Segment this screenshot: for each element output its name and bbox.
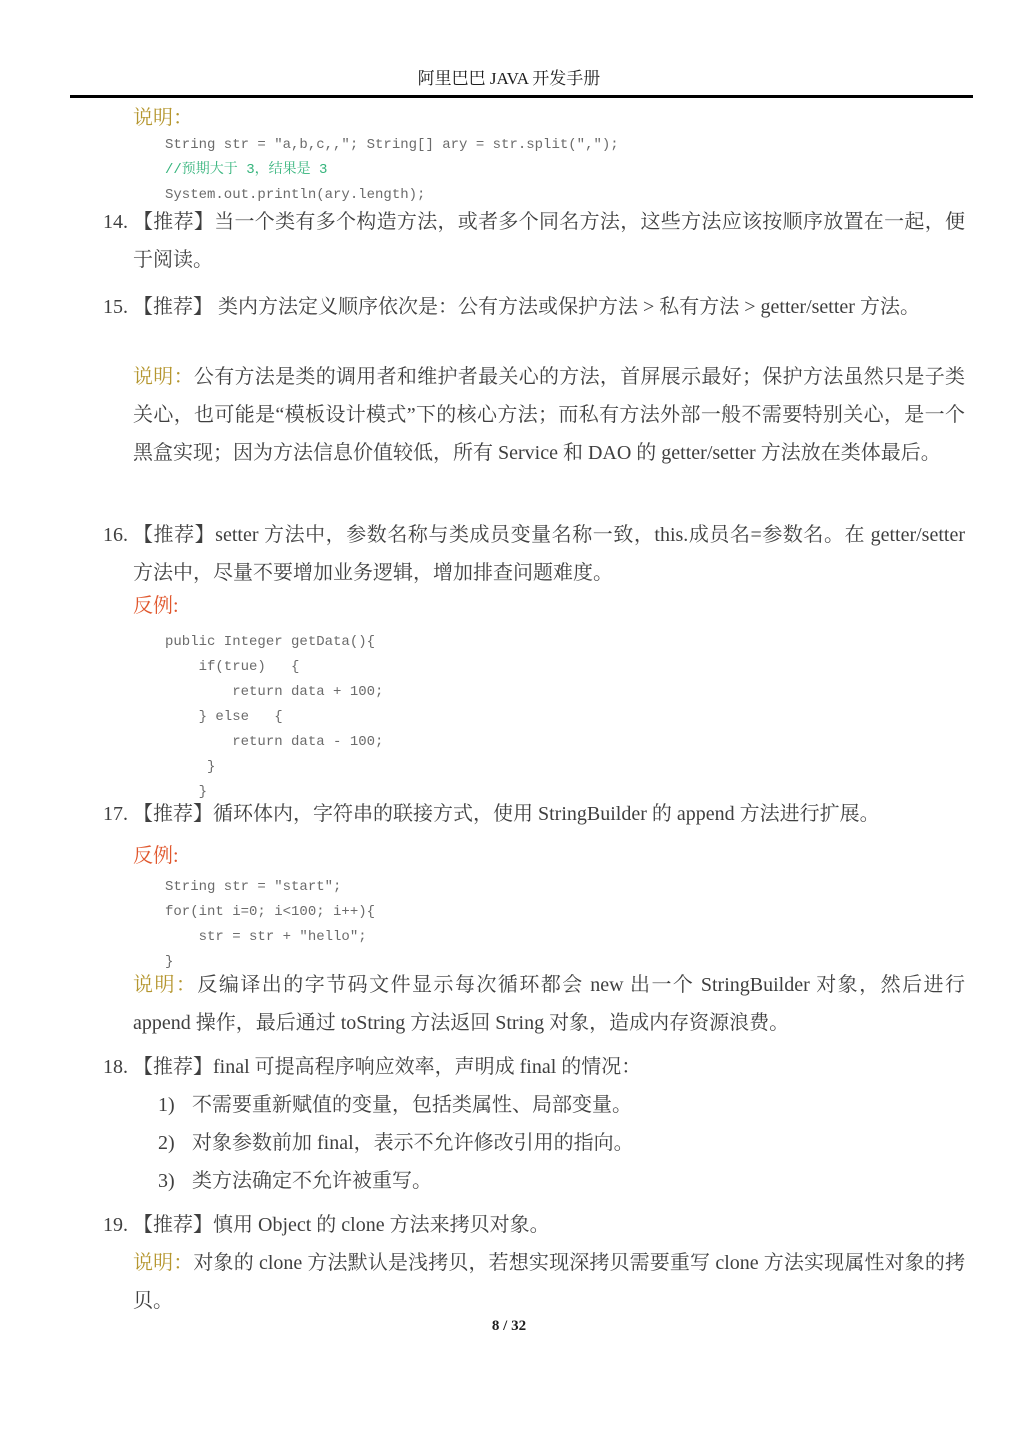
sub-item-number: 1): [158, 1094, 175, 1116]
sub-item-text: 对象参数前加 final，表示不允许修改引用的指向。: [192, 1132, 634, 1154]
code-line: return data - 100;: [165, 734, 384, 750]
code-block: [165, 875, 375, 975]
code-line: if(true) {: [165, 659, 300, 675]
list-item-18: [103, 1048, 965, 1086]
sub-list-item: [158, 1162, 965, 1200]
code-comment-line: //预期大于 3，结果是 3: [165, 162, 328, 178]
list-item-17: [103, 795, 965, 833]
counter-example-label: [133, 591, 179, 621]
note-paragraph: [133, 1244, 965, 1320]
code-line: String str = ″a,b,c,,″; String[] ary = str.split(″,″);: [165, 137, 619, 153]
sub-item-text: 类方法确定不允许被重写。: [192, 1170, 432, 1192]
item-text: 【推荐】 类内方法定义顺序依次是：公有方法或保护方法 > 私有方法 > getter/setter 方法。: [133, 296, 920, 318]
sub-list-item: [158, 1124, 965, 1162]
code-block: [165, 630, 383, 805]
code-line: str = str + ″hello″;: [165, 929, 367, 945]
list-item-14: [103, 203, 965, 279]
code-line: return data + 100;: [165, 684, 384, 700]
item-number: 18.: [103, 1056, 128, 1078]
sub-list-item: [158, 1086, 965, 1124]
counter-example-label: [133, 841, 179, 871]
list-item-16: [103, 516, 965, 592]
code-line: String str = ″start″;: [165, 879, 342, 895]
code-block: [165, 133, 619, 208]
note-label-text: 说明：: [133, 366, 194, 388]
header-rule: [70, 95, 973, 98]
note-label: [133, 103, 193, 133]
note-text: 公有方法是类的调用者和维护者最关心的方法，首屏展示最好；保护方法虽然只是子类关心，也可能是“模板设计模式”下的核心方法；而私有方法外部一般不需要特别关心，是一个黑盒实现；因为方法信息价值较低，所有 Service 和 DAO 的 getter/setter 方法放在类体最后。: [133, 366, 966, 464]
counter-label-text: 反例:: [133, 845, 179, 867]
item-number: 14.: [103, 211, 128, 233]
item-text: 【推荐】setter 方法中，参数名称与类成员变量名称一致，this.成员名=参数名。在 getter/setter 方法中，尽量不要增加业务逻辑，增加排查问题难度。: [133, 524, 965, 584]
sub-item-text: 不需要重新赋值的变量，包括类属性、局部变量。: [192, 1094, 632, 1116]
code-line: }: [165, 954, 174, 970]
item-text: 【推荐】当一个类有多个构造方法，或者多个同名方法，这些方法应该按顺序放置在一起，便于阅读。: [133, 211, 965, 271]
note-paragraph: [133, 358, 965, 472]
sub-item-number: 2): [158, 1132, 175, 1154]
item-text: 【推荐】慎用 Object 的 clone 方法来拷贝对象。: [133, 1214, 550, 1236]
code-line: }: [165, 759, 216, 775]
item-text: 【推荐】final 可提高程序响应效率，声明成 final 的情况：: [133, 1056, 642, 1078]
page-header-title: 阿里巴巴 JAVA 开发手册: [417, 69, 601, 88]
sub-list: [158, 1086, 965, 1200]
code-line: }: [165, 784, 208, 800]
note-label-text: 说明：: [133, 974, 198, 996]
item-text: 【推荐】循环体内，字符串的联接方式，使用 StringBuilder 的 append 方法进行扩展。: [133, 803, 880, 825]
item-number: 19.: [103, 1214, 128, 1236]
item-number: 17.: [103, 803, 128, 825]
list-item-19: [103, 1206, 965, 1244]
page-number: 8 / 32: [491, 1318, 527, 1334]
sub-item-number: 3): [158, 1170, 175, 1192]
item-number: 15.: [103, 296, 128, 318]
counter-label-text: 反例:: [133, 595, 179, 617]
note-label-text: 说明：: [133, 1252, 194, 1274]
code-line: System.out.println(ary.length);: [165, 187, 426, 203]
item-number: 16.: [103, 524, 128, 546]
list-item-15: [103, 288, 965, 326]
code-line: public Integer getData(){: [165, 634, 376, 650]
code-line: for(int i=0; i<100; i++){: [165, 904, 376, 920]
note-paragraph: [133, 966, 965, 1042]
code-line: } else {: [165, 709, 283, 725]
note-text: 反编译出的字节码文件显示每次循环都会 new 出一个 StringBuilder 对象，然后进行 append 操作，最后通过 toString 方法返回 String 对象，造成内存资源浪费。: [133, 974, 966, 1034]
note-text: 对象的 clone 方法默认是浅拷贝，若想实现深拷贝需要重写 clone 方法实现属性对象的拷贝。: [133, 1252, 966, 1312]
note-label-text: 说明：: [133, 107, 193, 129]
